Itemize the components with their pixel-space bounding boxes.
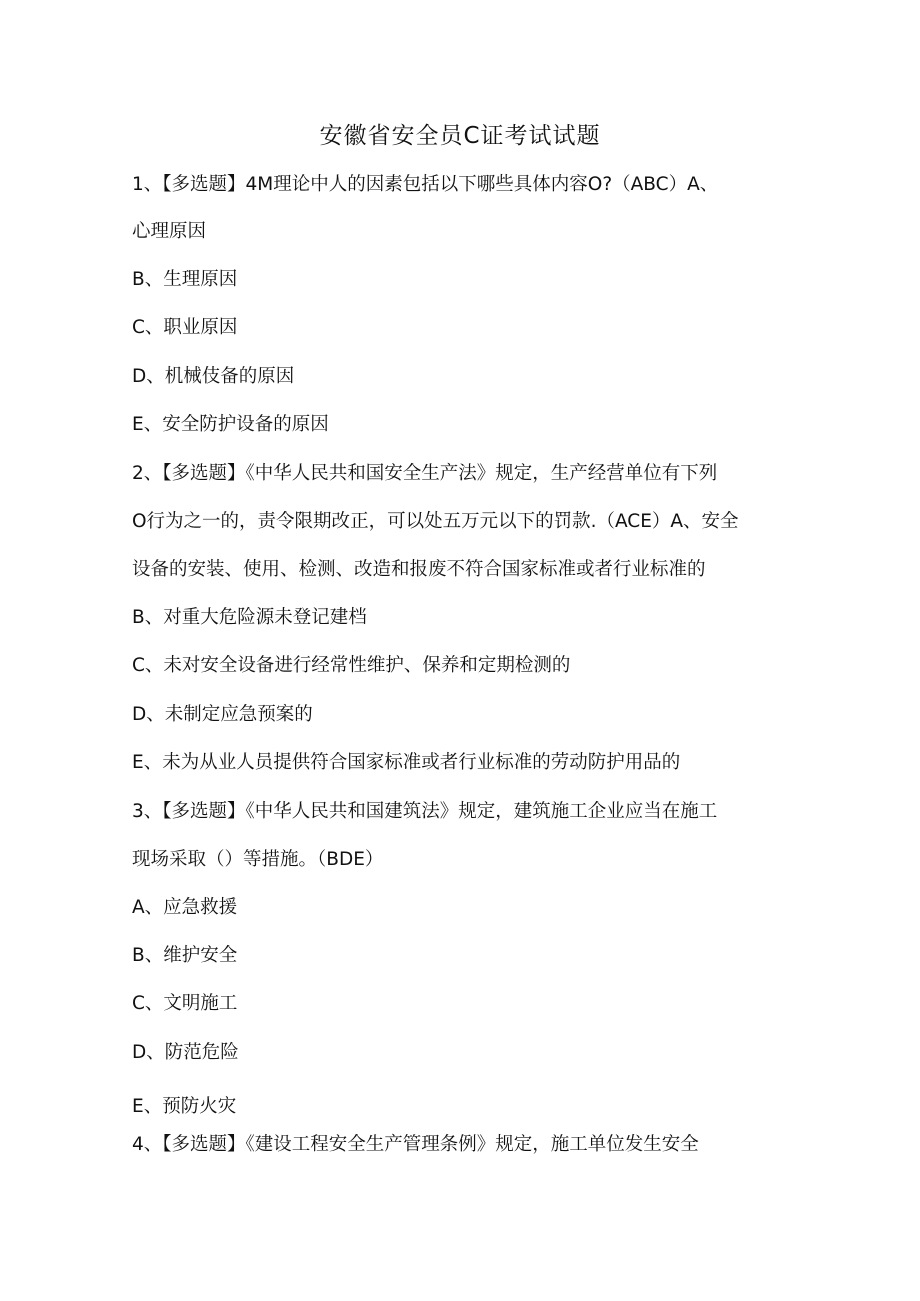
q2-option-a-text: 设备的安装、使用、检测、改造和报废不符合国家标准或者行业标准的 bbox=[132, 559, 706, 580]
q3-stem-line-1: 3、【多选题】《中华人民共和国建筑法》规定，建筑施工企业应当在施工 bbox=[132, 801, 718, 822]
q2-stem-line-2: O行为之一的，责令限期改正，可以处五万元以下的罚款.（ACE）A、安全 bbox=[132, 511, 739, 532]
q2-option-d: D、未制定应急预案的 bbox=[132, 704, 313, 725]
q3-option-c: C、文明施工 bbox=[132, 993, 238, 1014]
q3-option-b: B、维护安全 bbox=[132, 945, 238, 966]
q3-option-d: D、防范危险 bbox=[132, 1042, 239, 1063]
q1-option-c: C、职业原因 bbox=[132, 317, 238, 338]
q1-option-e: E、安全防护设备的原因 bbox=[132, 414, 329, 435]
q1-option-d: D、机械伎备的原因 bbox=[132, 366, 295, 387]
q2-option-b: B、对重大危险源未登记建档 bbox=[132, 607, 367, 628]
q3-option-e: E、预防火灾 bbox=[132, 1096, 237, 1117]
q1-option-a-text: 心理原因 bbox=[132, 221, 207, 242]
q2-stem-line-1: 2、【多选题】《中华人民共和国安全生产法》规定，生产经营单位有下列 bbox=[132, 463, 718, 484]
document-title: 安徽省安全员C证考试试题 bbox=[319, 123, 601, 149]
q2-option-c: C、未对安全设备进行经常性维护、保养和定期检测的 bbox=[132, 655, 571, 676]
q2-option-e: E、未为从业人员提供符合国家标准或者行业标准的劳动防护用品的 bbox=[132, 752, 681, 773]
q3-stem-line-2: 现场采取（）等措施。（BDE） bbox=[132, 849, 384, 870]
q1-stem-line-1: 1、【多选题】4M理论中人的因素包括以下哪些具体内容O?（ABC）A、 bbox=[132, 174, 719, 195]
q3-option-a: A、应急救援 bbox=[132, 897, 238, 918]
q1-option-b: B、生理原因 bbox=[132, 269, 238, 290]
q4-stem-line-1: 4、【多选题】《建设工程安全生产管理条例》规定，施工单位发生安全 bbox=[132, 1134, 699, 1155]
